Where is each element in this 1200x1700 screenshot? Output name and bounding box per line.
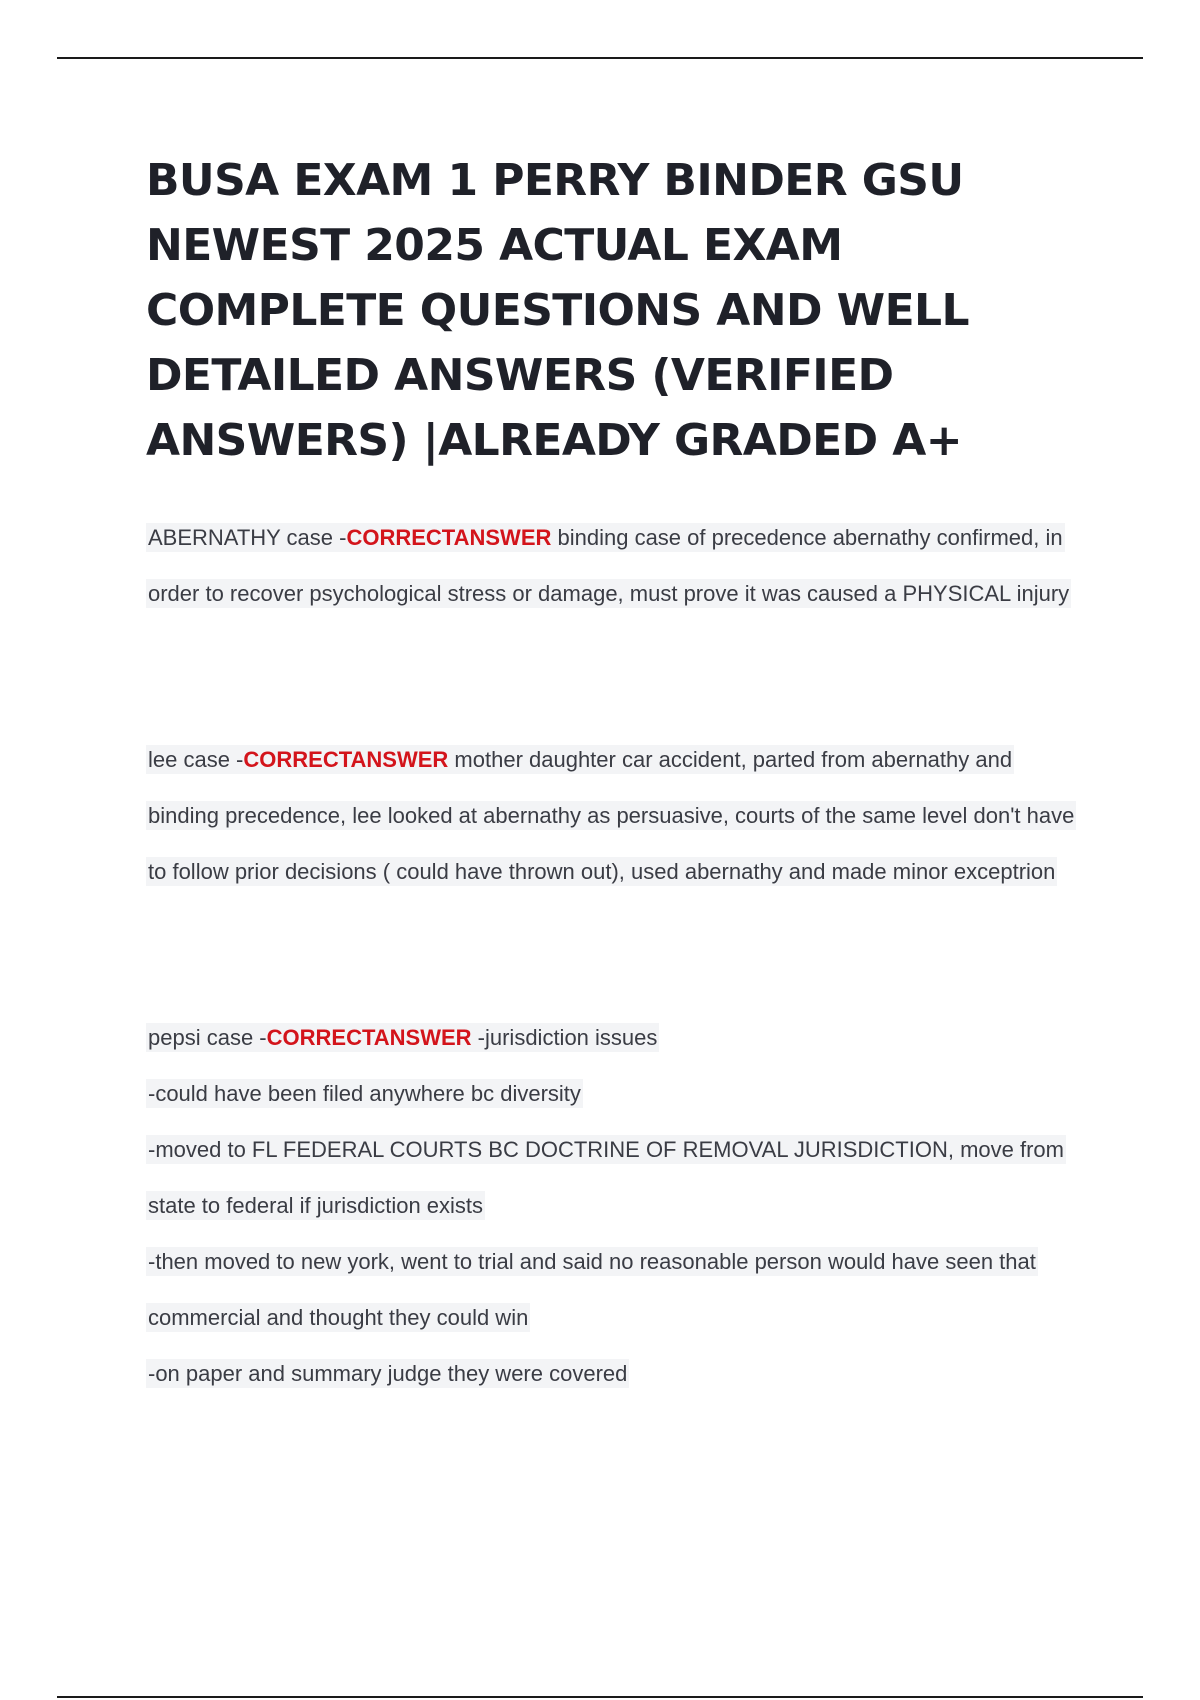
correct-answer-label: CORRECTANSWER (346, 525, 552, 550)
answer-text: -could have been filed anywhere bc diversity (148, 1081, 581, 1106)
qa-paragraph (146, 1122, 1086, 1234)
answer-text: -moved to FL FEDERAL COURTS BC DOCTRINE OF REMOVAL JURISDICTION, move from state to federal if jurisdiction exists (148, 1137, 1064, 1218)
qa-entry-lee (146, 732, 1086, 900)
qa-paragraph (146, 1234, 1086, 1346)
qa-paragraph (146, 1066, 1086, 1122)
answer-text: mother daughter car accident, parted from abernathy and binding precedence, lee looked at abernathy as persuasive, courts of the same level don't have to follow prior decisions ( could have thrown out), used abernathy and made minor exceptrion (148, 747, 1075, 884)
correct-answer-label: CORRECTANSWER (243, 747, 449, 772)
term: pepsi case - (148, 1025, 267, 1050)
answer-text: -jurisdiction issues (471, 1025, 658, 1050)
document-title: BUSA EXAM 1 PERRY BINDER GSU NEWEST 2025 ACTUAL EXAM COMPLETE QUESTIONS AND WELL DETAILED ANSWERS (VERIFIED ANSWERS) |ALREADY GRADED A+ (146, 155, 969, 466)
answer-text: -on paper and summary judge they were covered (148, 1361, 628, 1386)
bottom-rule (57, 1696, 1143, 1698)
qa-entry-abernathy (146, 510, 1086, 622)
answer-text: binding case of precedence abernathy confirmed, in order to recover psychological stress or damage, must prove it was caused a PHYSICAL injury (148, 525, 1070, 606)
term: lee case - (148, 747, 244, 772)
qa-text-line (146, 745, 1076, 886)
qa-paragraph (146, 510, 1086, 622)
qa-text-line (146, 1023, 659, 1052)
qa-paragraph (146, 1010, 1086, 1066)
correct-answer-label: CORRECTANSWER (266, 1025, 472, 1050)
qa-paragraph (146, 732, 1086, 900)
qa-paragraph (146, 1346, 1086, 1402)
qa-text-line (146, 523, 1071, 608)
top-rule (57, 57, 1143, 59)
qa-entry-pepsi (146, 1010, 1086, 1402)
term: ABERNATHY case - (148, 525, 347, 550)
answer-text: -then moved to new york, went to trial and said no reasonable person would have seen that commercial and thought they could win (148, 1249, 1036, 1330)
